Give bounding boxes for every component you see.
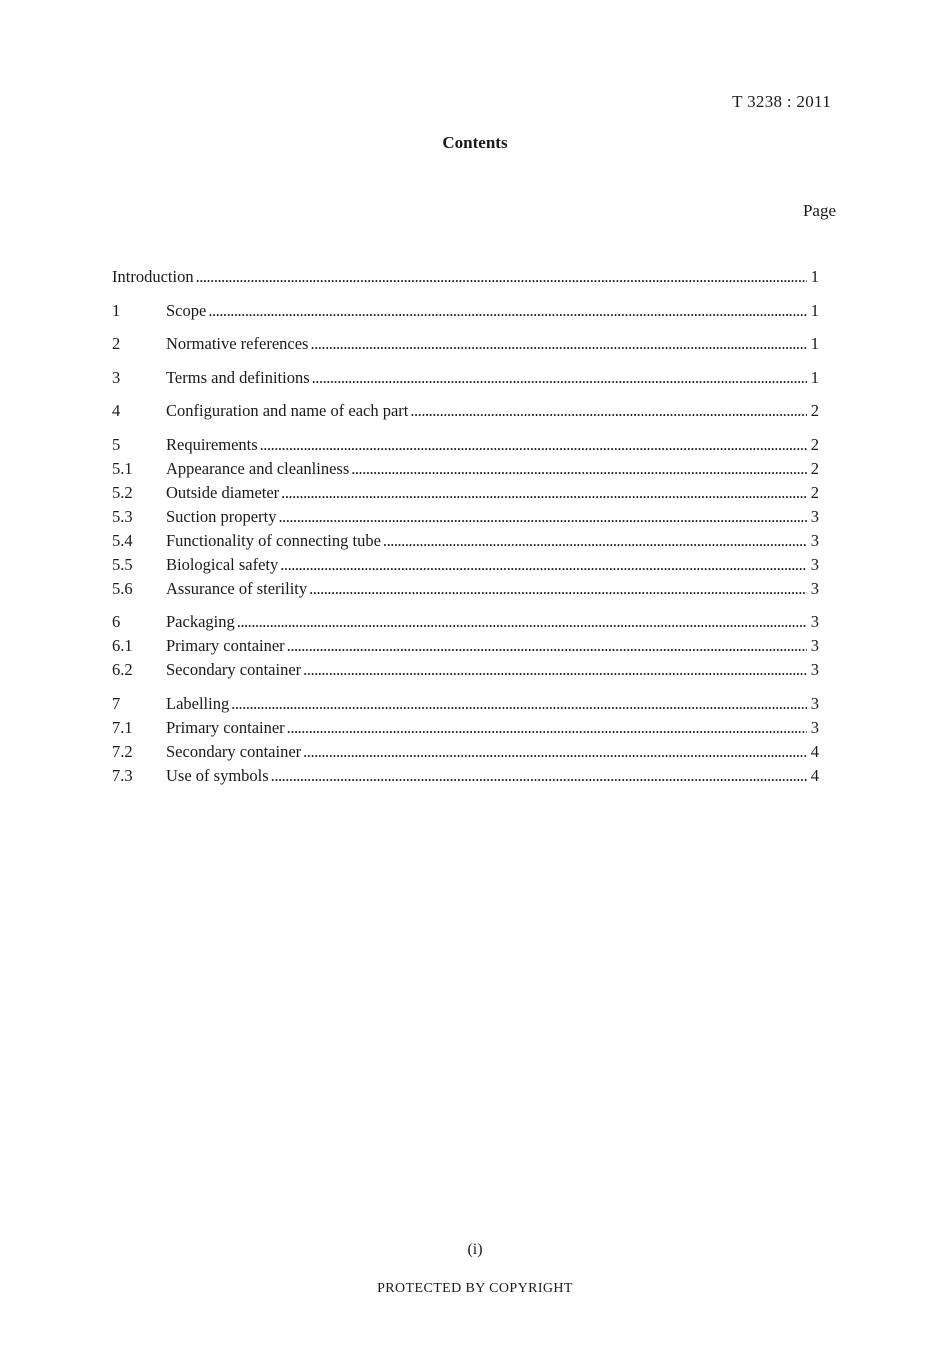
toc-entry-title: Requirements	[166, 434, 258, 454]
toc-entry-title: Primary container	[166, 717, 285, 737]
toc-leader-dots	[231, 692, 807, 716]
document-id: T 3238 : 2011	[732, 92, 831, 111]
toc-entry-page: 1	[810, 367, 819, 387]
toc-entry-title: Primary container	[166, 636, 285, 655]
toc-entry-title: Appearance and cleanliness	[166, 458, 350, 478]
toc-entry-title: Secondary container	[166, 741, 302, 761]
footer-page-number: (i)	[467, 1241, 483, 1258]
toc-entry-title: Outside diameter	[166, 482, 280, 502]
toc-entry-title: Terms and definitions	[166, 367, 310, 387]
toc-entry-page: 2	[810, 458, 819, 478]
toc-entry[interactable]	[112, 553, 819, 577]
toc-entry[interactable]	[112, 433, 819, 457]
toc-entry-page: 1	[810, 300, 819, 320]
toc-entry-title: Packaging	[166, 612, 235, 631]
toc-leader-dots	[310, 332, 807, 356]
toc-leader-dots	[208, 299, 807, 323]
toc-entry[interactable]	[112, 529, 819, 553]
toc-entry[interactable]	[112, 265, 819, 289]
toc-entry-title: Configuration and name of each part	[166, 401, 409, 420]
toc-entry-number: 5.1	[112, 458, 133, 478]
toc-entry-number: 5	[112, 434, 121, 454]
toc-entry[interactable]	[112, 366, 819, 390]
toc-entry-number: 5.6	[112, 578, 133, 598]
toc-entry-number: 5.2	[112, 482, 133, 502]
toc-entry[interactable]	[112, 299, 819, 323]
toc-entry-number: 4	[112, 401, 121, 420]
toc-leader-dots	[280, 553, 807, 577]
toc-entry-number: 5.5	[112, 554, 133, 574]
toc-entry-number: 7	[112, 693, 121, 713]
toc-entry[interactable]	[112, 634, 819, 658]
toc-entry-page: 3	[810, 506, 819, 526]
toc-entry-page: 3	[810, 717, 819, 737]
toc-entry-page: 3	[810, 578, 819, 598]
toc-entry[interactable]	[112, 399, 819, 423]
toc-entry-page: 2	[810, 482, 819, 502]
toc-entry-title: Scope	[166, 300, 207, 320]
page-title: Contents	[442, 133, 508, 152]
toc-entry[interactable]	[112, 577, 819, 601]
toc-entry[interactable]	[112, 481, 819, 505]
table-of-contents	[112, 265, 819, 788]
toc-leader-dots	[383, 529, 807, 553]
toc-entry-title: Normative references	[166, 334, 309, 353]
toc-entry-title: Assurance of sterility	[166, 578, 308, 598]
toc-leader-dots	[309, 577, 807, 601]
toc-leader-dots	[237, 610, 807, 634]
toc-leader-dots	[287, 716, 807, 740]
toc-entry-page: 1	[810, 267, 819, 286]
toc-entry-page: 3	[810, 660, 819, 679]
toc-leader-dots	[281, 481, 807, 505]
toc-entry-number: 7.2	[112, 741, 133, 761]
toc-entry-number: 6.1	[112, 636, 133, 655]
toc-entry-number: 6.2	[112, 660, 133, 679]
toc-entry-number: 7.1	[112, 717, 133, 737]
toc-leader-dots	[351, 457, 807, 481]
toc-entry-title: Introduction	[112, 267, 194, 286]
toc-entry[interactable]	[112, 610, 819, 634]
toc-leader-dots	[278, 505, 807, 529]
toc-entry-page: 1	[810, 334, 819, 353]
toc-leader-dots	[312, 366, 807, 390]
toc-entry-page: 3	[810, 530, 819, 550]
toc-entry-number: 5.3	[112, 506, 133, 526]
toc-entry-page: 3	[810, 554, 819, 574]
toc-entry[interactable]	[112, 764, 819, 788]
toc-leader-dots	[196, 265, 807, 289]
toc-entry-page: 2	[810, 434, 819, 454]
toc-entry[interactable]	[112, 692, 819, 716]
toc-entry-number: 1	[112, 300, 121, 320]
toc-entry-number: 5.4	[112, 530, 133, 550]
toc-leader-dots	[303, 658, 807, 682]
toc-entry-number: 6	[112, 612, 121, 631]
toc-entry-title: Functionality of connecting tube	[166, 530, 381, 550]
toc-leader-dots	[410, 399, 807, 423]
toc-entry-title: Labelling	[166, 693, 230, 713]
toc-entry-page: 4	[810, 741, 819, 761]
toc-entry[interactable]	[112, 716, 819, 740]
toc-entry[interactable]	[112, 505, 819, 529]
toc-entry[interactable]	[112, 332, 819, 356]
toc-entry-title: Suction property	[166, 506, 277, 526]
toc-entry[interactable]	[112, 658, 819, 682]
toc-entry-title: Biological safety	[166, 554, 279, 574]
toc-entry-page: 3	[810, 612, 819, 631]
toc-entry-page: 3	[810, 693, 819, 713]
toc-entry[interactable]	[112, 457, 819, 481]
toc-leader-dots	[303, 740, 807, 764]
toc-entry[interactable]	[112, 740, 819, 764]
toc-entry-number: 2	[112, 334, 121, 353]
toc-entry-page: 3	[810, 636, 819, 655]
toc-entry-number: 3	[112, 367, 121, 387]
toc-entry-title: Use of symbols	[166, 765, 269, 785]
toc-entry-title: Secondary container	[166, 660, 302, 679]
toc-entry-page: 4	[810, 765, 819, 785]
page-column-header: Page	[802, 201, 836, 220]
toc-entry-number: 7.3	[112, 765, 133, 785]
toc-leader-dots	[260, 433, 807, 457]
copyright-notice: PROTECTED BY COPYRIGHT	[377, 1281, 573, 1296]
toc-leader-dots	[287, 634, 807, 658]
toc-entry-page: 2	[810, 401, 819, 420]
toc-leader-dots	[271, 764, 807, 788]
